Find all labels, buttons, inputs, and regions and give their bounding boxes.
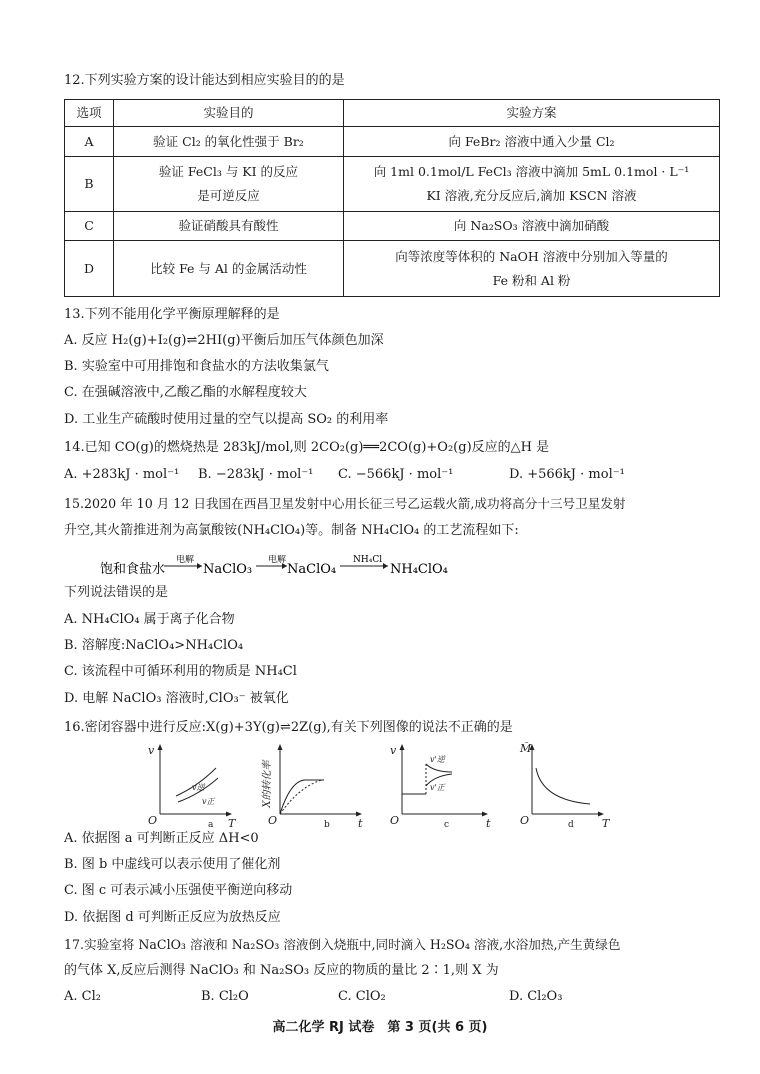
axis-label-x: t	[486, 817, 491, 828]
curve-label: v正	[202, 797, 215, 806]
cell-line: 向等浓度等体积的 NaOH 溶液中分别加入等量的	[395, 248, 668, 264]
table-cell: 比较 Fe 与 Al 的金属活动性	[114, 241, 344, 297]
q17-stem-line1: 17.实验室将 NaClO₃ 溶液和 Na₂SO₃ 溶液倒入烧瓶中,同时滴入 H₂SO₄ 溶液,水浴加热,产生黄绿色	[64, 937, 621, 952]
axis-label-y: v	[390, 744, 397, 757]
flow-step2: NaClO₃	[203, 562, 253, 577]
graph-b	[261, 744, 363, 828]
graph-caption: a	[208, 820, 214, 828]
q15-stem-line2: 升空,其火箭推进剂为高氯酸铵(NH₄ClO₄)等。制备 NH₄ClO₄ 的工艺流程如下:	[64, 523, 519, 538]
q13-option-b: B. 实验室中可用排饱和食盐水的方法收集氯气	[64, 359, 329, 374]
curve-label: v'正	[430, 783, 445, 792]
table-row	[65, 241, 720, 297]
graph-d	[519, 742, 611, 828]
q13-option-a: A. 反应 H₂(g)+I₂(g)⇌2HI(g)平衡后加压气体颜色加深	[64, 333, 384, 348]
table-cell	[344, 241, 720, 297]
axis-label-y: v	[148, 744, 155, 757]
process-flow-diagram	[98, 555, 498, 579]
table-header: 选项	[65, 100, 114, 127]
q14-option-d: D. +566kJ · mol⁻¹	[509, 467, 625, 482]
flow-arrow3-label: NH₄Cl	[353, 555, 383, 565]
q17-option-d: D. Cl₂O₃	[509, 989, 563, 1004]
curve-label: v'逆	[430, 755, 445, 764]
flow-arrow1-label: 电解	[176, 555, 195, 565]
cell-line: Fe 粉和 Al 粉	[492, 272, 571, 288]
curve-v-reverse	[426, 764, 452, 772]
q16-graphs	[140, 742, 620, 828]
flow-step3: NaClO₄	[287, 562, 337, 577]
table-cell: A	[65, 127, 114, 157]
q16-stem: 16.密闭容器中进行反应:X(g)+3Y(g)⇌2Z(g),有关下列图像的说法不正确的是	[64, 720, 513, 735]
q17-option-a: A. Cl₂	[64, 989, 101, 1004]
page-footer: 高二化学 RJ 试卷 第 3 页(共 6 页)	[272, 1020, 488, 1035]
cell-line: 向 1ml 0.1mol/L FeCl₃ 溶液中滴加 5mL 0.1mol · L⁻¹	[373, 164, 690, 179]
table-header: 实验目的	[114, 100, 344, 127]
flow-start: 饱和食盐水	[100, 562, 166, 577]
q14-option-a: A. +283kJ · mol⁻¹	[64, 467, 180, 482]
flow-arrow3-head	[383, 563, 388, 569]
table-cell: D	[65, 241, 114, 297]
cell-line: KI 溶液,充分反应后,滴加 KSCN 溶液	[426, 188, 637, 203]
q15-option-b: B. 溶解度:NaClO₄>NH₄ClO₄	[64, 638, 244, 653]
table-cell	[344, 157, 720, 212]
table-cell: 验证硝酸具有酸性	[114, 212, 344, 241]
q13-option-c: C. 在强碱溶液中,乙酸乙酯的水解程度较大	[64, 385, 307, 400]
origin-label: O	[148, 814, 158, 827]
graph-a	[148, 744, 237, 828]
q15-option-c: C. 该流程中可循环利用的物质是 NH₄Cl	[64, 664, 297, 679]
axis-label-x: t	[358, 817, 363, 828]
curve-M	[536, 768, 590, 804]
q17-option-b: B. Cl₂O	[201, 989, 249, 1004]
q16-option-b: B. 图 b 中虚线可以表示使用了催化剂	[64, 857, 281, 872]
q15-ask: 下列说法错误的是	[64, 585, 169, 600]
graph-caption: b	[324, 820, 330, 828]
q13-stem: 13.下列不能用化学平衡原理解释的是	[64, 307, 280, 322]
graph-c	[390, 744, 491, 828]
q17-stem-line2: 的气体 X,反应后测得 NaClO₃ 和 Na₂SO₃ 反应的物质的量比 2∶1,则 X 为	[64, 963, 499, 978]
axis-label-x: T	[228, 817, 236, 828]
origin-label: O	[268, 814, 278, 827]
cell-line: 验证 FeCl₃ 与 KI 的反应	[158, 164, 299, 179]
table-cell: 向 FeBr₂ 溶液中通入少量 Cl₂	[344, 127, 720, 157]
q17-option-c: C. ClO₂	[338, 989, 386, 1004]
axis-label-y: M̄	[520, 742, 532, 755]
curve-label: v逆	[192, 783, 205, 792]
q16-option-a: A. 依据图 a 可判断正反应 ΔH<0	[64, 831, 259, 846]
q14-option-c: C. −566kJ · mol⁻¹	[338, 467, 454, 482]
flow-arrow1-head	[197, 563, 202, 569]
q13-option-d: D. 工业生产硫酸时使用过量的空气以提高 SO₂ 的利用率	[64, 412, 389, 427]
cell-line: 是可逆反应	[197, 188, 260, 203]
table-cell: B	[65, 157, 114, 212]
table-row	[65, 212, 720, 241]
q12-table	[64, 99, 720, 297]
table-cell: C	[65, 212, 114, 241]
graph-caption: c	[444, 820, 450, 828]
q15-stem-line1: 15.2020 年 10 月 12 日我国在西昌卫星发射中心用长征三号乙运载火箭,成功将高分十三号卫星发射	[64, 496, 626, 511]
axis-label-x: T	[602, 817, 610, 828]
q15-option-d: D. 电解 NaClO₃ 溶液时,ClO₃⁻ 被氧化	[64, 691, 289, 706]
q16-option-c: C. 图 c 可表示减小压强使平衡逆向移动	[64, 883, 293, 898]
table-cell: 验证 Cl₂ 的氧化性强于 Br₂	[114, 127, 344, 157]
curve-solid	[280, 780, 324, 814]
origin-label: O	[390, 814, 400, 827]
table-cell: 向 Na₂SO₃ 溶液中滴加硝酸	[344, 212, 720, 241]
table-row	[65, 127, 720, 157]
axis-label-y: X的转化率	[262, 760, 273, 808]
table-header: 实验方案	[344, 100, 720, 127]
graph-caption: d	[568, 820, 574, 828]
q14-stem: 14.已知 CO(g)的燃烧热是 283kJ/mol,则 2CO₂(g)══2CO(g)+O₂(g)反应的△H 是	[64, 440, 550, 455]
flow-product: NH₄ClO₄	[390, 562, 448, 577]
q14-option-b: B. −283kJ · mol⁻¹	[198, 467, 314, 482]
origin-label: O	[520, 814, 530, 827]
q12-stem: 12.下列实验方案的设计能达到相应实验目的的是	[64, 73, 345, 88]
table-row	[65, 157, 720, 212]
table-cell	[114, 157, 344, 212]
q15-option-a: A. NH₄ClO₄ 属于离子化合物	[64, 612, 235, 627]
flow-arrow2-label: 电解	[268, 555, 287, 565]
q16-option-d: D. 依据图 d 可判断正反应为放热反应	[64, 910, 281, 925]
